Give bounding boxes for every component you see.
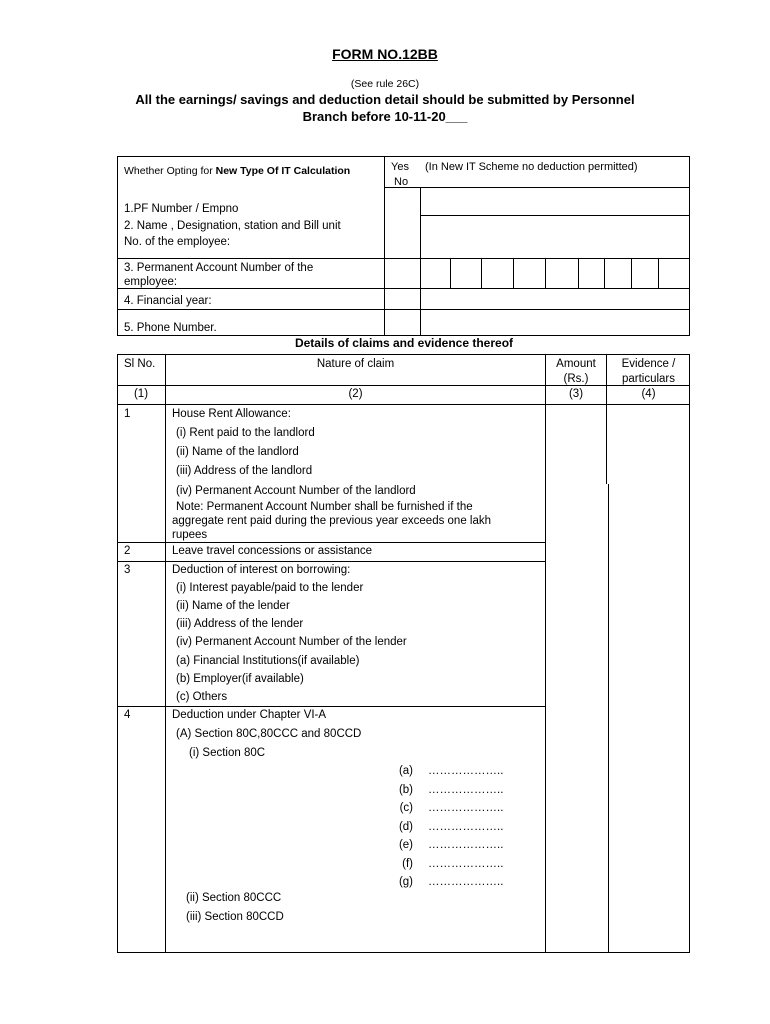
lender-financial-institutions: (a) Financial Institutions(if available) (176, 655, 360, 667)
yes-option[interactable]: Yes (391, 161, 409, 173)
col-header-evidence-2: particulars (621, 373, 676, 385)
notice-line-2: Branch before 10-11-20___ (302, 109, 468, 124)
no-option[interactable]: No (394, 176, 409, 188)
section-80c-item-blank[interactable]: ……………….. (428, 820, 504, 833)
section-80ccc: (ii) Section 80CCC (186, 892, 282, 904)
interest-payable: (i) Interest payable/paid to the lender (176, 582, 364, 594)
chapter-sl: 4 (124, 709, 131, 721)
hra-note-line-3: rupees (172, 529, 208, 541)
col-header-amount-2: (Rs.) (563, 373, 589, 385)
section-80c-item-blank[interactable]: ……………….. (428, 839, 504, 851)
financial-year-label: 4. Financial year: (124, 295, 212, 307)
hra-sl: 1 (124, 408, 131, 420)
section-80ccd: (iii) Section 80CCD (186, 911, 284, 923)
col-header-amount-1: Amount (556, 358, 596, 370)
form-subtitle: (See rule 26C) (350, 78, 420, 90)
pan-label-line-2: employee: (124, 276, 178, 288)
hra-landlord-name: (ii) Name of the landlord (176, 446, 299, 458)
section-80c-item-label: (g) (398, 876, 413, 888)
hra-landlord-address: (iii) Address of the landlord (176, 465, 313, 477)
hra-rent-paid: (i) Rent paid to the landlord (176, 427, 315, 439)
col-header-nature: Nature of claim (316, 358, 395, 370)
chapter-title: Deduction under Chapter VI-A (172, 709, 327, 721)
section-80c-item-label: (e) (398, 839, 413, 851)
section-80c-item-label: (c) (399, 802, 413, 814)
section-80c: (i) Section 80C (189, 747, 266, 759)
col-number-2: (2) (348, 388, 363, 400)
lender-others: (c) Others (176, 691, 228, 703)
section-80c-item-blank[interactable]: ……………….. (428, 765, 504, 777)
section-80c-item-blank[interactable]: ……………….. (428, 857, 504, 870)
lender-pan: (iv) Permanent Account Number of the lender (176, 636, 407, 648)
name-label-line-1: 2. Name , Designation, station and Bill unit (124, 220, 341, 232)
interest-sl: 3 (124, 564, 131, 576)
pf-number-label: 1.PF Number / Empno (124, 203, 239, 215)
ltc-sl: 2 (124, 545, 131, 557)
col-number-4: (4) (641, 388, 656, 400)
section-80c-item-blank[interactable]: ……………….. (428, 876, 504, 888)
form-title: FORM NO.12BB (332, 46, 438, 62)
hra-title: House Rent Allowance: (172, 408, 291, 420)
claims-heading: Details of claims and evidence thereof (294, 336, 514, 350)
lender-employer: (b) Employer(if available) (176, 673, 304, 685)
section-80c-item-label: (b) (398, 783, 413, 796)
col-number-3: (3) (568, 388, 584, 400)
section-80c-item-label: (d) (398, 820, 413, 833)
lender-address: (iii) Address of the lender (176, 618, 304, 630)
opting-label: Whether Opting for New Type Of IT Calculation (124, 165, 351, 177)
section-80c-item-blank[interactable]: ……………….. (428, 783, 504, 796)
hra-landlord-pan: (iv) Permanent Account Number of the landlord (176, 485, 416, 497)
phone-number-label: 5. Phone Number. (124, 322, 217, 334)
new-scheme-note: (In New IT Scheme no deduction permitted) (425, 161, 638, 173)
col-header-slno: Sl No. (124, 358, 156, 370)
col-number-1: (1) (133, 388, 149, 400)
section-80c-item-label: (f) (402, 857, 413, 870)
interest-title: Deduction of interest on borrowing: (172, 564, 351, 576)
lender-name: (ii) Name of the lender (176, 600, 290, 612)
hra-note-line-2: aggregate rent paid during the previous year exceeds one lakh (172, 515, 492, 527)
section-80c-item-blank[interactable]: ……………….. (428, 802, 504, 814)
ltc-title: Leave travel concessions or assistance (172, 545, 373, 557)
notice-line-1: All the earnings/ savings and deduction detail should be submitted by Personnel (135, 92, 635, 107)
name-label-line-2: No. of the employee: (124, 236, 231, 248)
section-80c-item-label: (a) (398, 765, 413, 777)
hra-note-line-1: Note: Permanent Account Number shall be furnished if the (176, 501, 473, 513)
col-header-evidence-1: Evidence / (621, 358, 676, 370)
pan-label-line-1: 3. Permanent Account Number of the (124, 262, 314, 274)
section-80c-group: (A) Section 80C,80CCC and 80CCD (176, 728, 362, 740)
